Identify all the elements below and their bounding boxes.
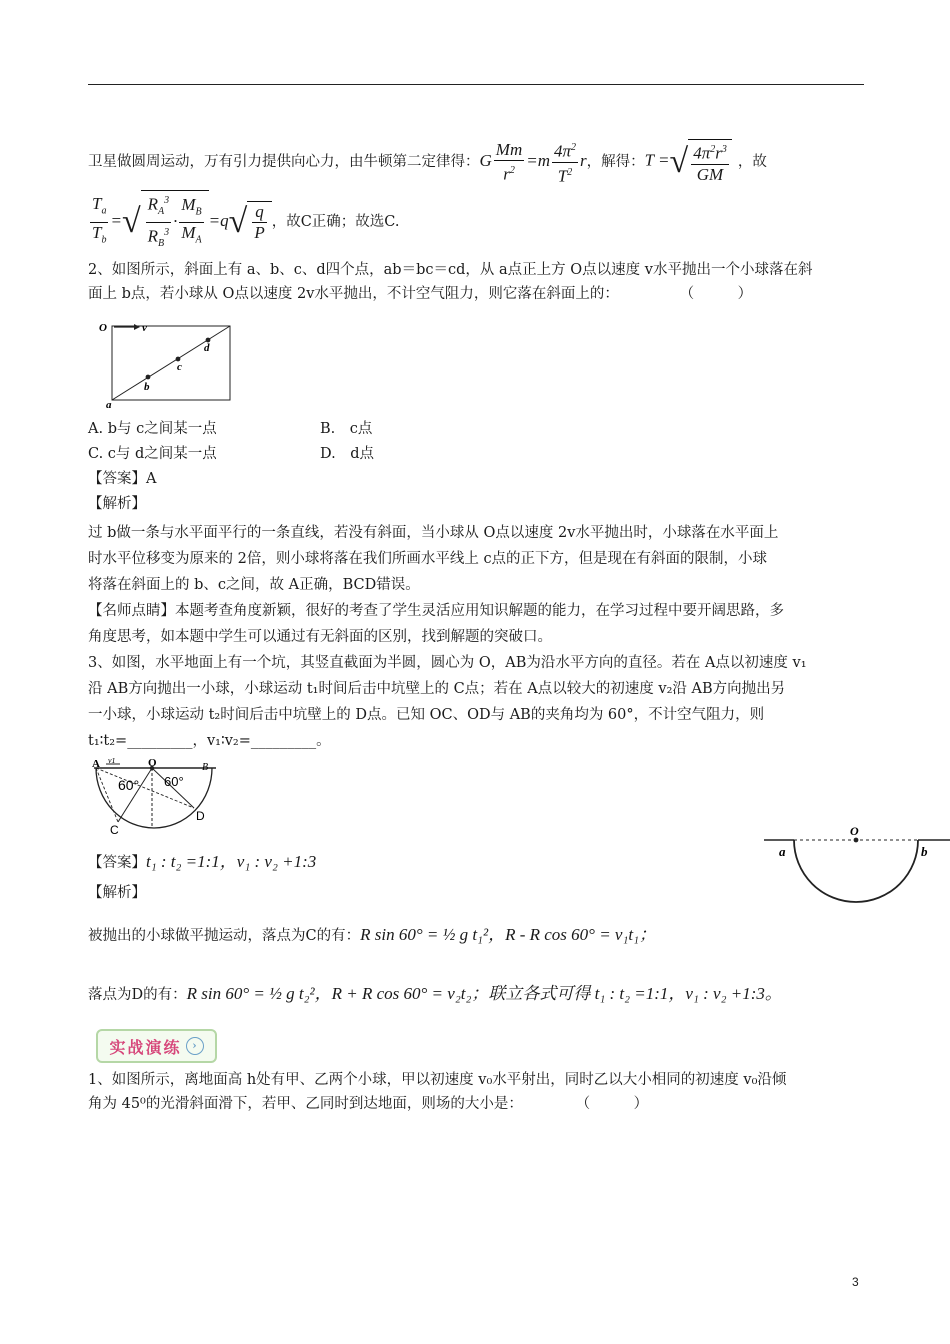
point-b [146, 375, 151, 380]
label-o: O [99, 322, 107, 334]
derivation-sep2: ，故 [737, 154, 767, 170]
practice-line-1: 1、如图所示，离地面高 h处有甲、乙两个小球，甲以初速度 v₀水平射出，同时乙以大小相同的初速度 v₀沿倾 [88, 1072, 787, 1088]
incline-figure [96, 318, 236, 410]
incline-slope [112, 326, 230, 400]
q3-line-1: 3、如图，水平地面上有一个坑，其竖直截面为半圆，圆心为 O，AB为沿水平方向的直径。若在 A点以初速度 v₁ [88, 655, 807, 671]
q2-line-1: 2、如图所示，斜面上有 a、b、c、d四个点，ab＝bc＝cd，从 a点正上方 O点以速度 v水平抛出一个小球落在斜 [88, 262, 813, 278]
q3-solve-d-prefix: 落点为D的有： [88, 987, 187, 1003]
period-equation: T =√ $\frac{4\pi^2r^3}{GM}$ [645, 139, 732, 185]
q3-analysis-title: 【解析】 [88, 885, 146, 901]
q2-bracket: （ ） [686, 286, 753, 302]
pit-label-d: D [196, 809, 205, 823]
q2-line-2 [88, 284, 752, 304]
q2-analysis-line-2: 时水平位移变为原来的 2倍，则小球将落在我们所画水平线上 c点的正下方，但是现在有斜面的限制，小球 [88, 551, 768, 567]
pit-label-a: A [92, 758, 100, 770]
q3-line-4: t₁∶t₂=_________，v₁∶v₂=_________。 [88, 733, 331, 749]
q2-tip-line-1: 【名师点睛】本题考查角度新颖，很好的考查了学生灵活应用知识解题的能力，在学习过程中要开阔思路，多 [88, 603, 784, 619]
label-c: c [177, 361, 182, 373]
q3-answer-prefix: 【答案】 [88, 855, 146, 871]
practice-line-2-text: 角为 45⁰的光滑斜面滑下，若甲、乙同时到达地面，则场的大小是： [88, 1096, 523, 1112]
q2-line-2-text: 面上 b点，若小球从 O点以速度 2v水平抛出，不计空气阻力，则它落在斜面上的： [88, 286, 619, 302]
velocity-arrowhead [134, 324, 140, 330]
pit-angle-right: 60° [164, 774, 184, 789]
pit-label-b: B [202, 762, 209, 773]
derivation-line-1 [88, 140, 767, 184]
gravity-equation: G $\frac{Mm}{r^2}$ =m $\frac{4\pi^2}{T^2}$ r [479, 139, 587, 186]
side-label-o: O [850, 824, 859, 838]
side-semicircle [794, 840, 918, 902]
q2-option-a: A. b与 c之间某一点 [88, 421, 217, 437]
pit-semicircle [96, 768, 212, 828]
derivation-sep1: ，解得： [586, 154, 645, 170]
header-rule [88, 84, 864, 85]
label-v: v [142, 322, 147, 334]
q3-line-2: 沿 AB方向抛出一小球，小球运动 t₁时间后击中坑壁上的 C点；若在 A点以较大的初速度 v₂沿 AB方向抛出另 [88, 681, 786, 697]
q2-answer: 【答案】A [88, 471, 157, 487]
q2-analysis-line-1: 过 b做一条与水平面平行的一条直线，若没有斜面，当小球从 O点以速度 2v水平抛出时，小球落在水平面上 [88, 525, 779, 541]
page-number: 3 [852, 1275, 859, 1289]
side-label-a: a [779, 844, 786, 859]
practice-line-2 [88, 1094, 648, 1114]
q3-solve-c-expr: R sin 60° = ½ g t₁²，R - R cos 60° = v₁t₁； [360, 925, 657, 944]
side-label-b: b [921, 844, 928, 859]
q3-solve-c [88, 925, 656, 946]
pit-label-v1: v1 [108, 758, 116, 765]
q3-line-3: 一小球，小球运动 t₂时间后击中坑壁上的 D点。已知 OC、OD与 AB的夹角均为 60°，不计空气阻力，则 [88, 707, 765, 723]
q2-tip-line-2: 角度思考，如本题中学生可以通过有无斜面的区别，找到解题的突破口。 [88, 629, 552, 645]
side-pit-figure [760, 822, 950, 922]
side-center [854, 838, 859, 843]
practice-bracket: （ ） [582, 1096, 649, 1112]
arrow-right-icon: › [186, 1037, 204, 1055]
q2-analysis-title: 【解析】 [88, 496, 146, 512]
q3-solve-d-expr: R sin 60° = ½ g t₂²，R + R cos 60° = v₂t₂；联立各式可得 t₁ : t₂ =1:1，v₁ : v₂ +1:3。 [186, 984, 782, 1003]
q2-option-d: D. d点 [320, 446, 374, 462]
derivation-intro: 卫星做圆周运动，万有引力提供向心力，由牛顿第二定律得： [88, 154, 480, 170]
q2-analysis-line-3: 将落在斜面上的 b、c之间，故 A正确，BCD错误。 [88, 577, 420, 593]
practice-badge [96, 1029, 217, 1063]
ratio-equation: $\frac{T_a}{T_b}$ =√ $\frac{R_A^3}{R_B^3}$ · $\frac{M_B}{M_A}$ =q√ $\frac{q}{P}$ [88, 190, 272, 254]
q3-answer [88, 852, 316, 873]
pit-figure [88, 758, 228, 840]
pit-label-o: O [148, 758, 157, 769]
pit-angle-left: 60° [118, 777, 140, 793]
q3-solve-c-prefix: 被抛出的小球做平抛运动，落点为C的有： [88, 928, 361, 944]
derivation-conclusion: ，故C正确；故选C. [271, 214, 400, 230]
q3-answer-expr: t₁ : t₂ =1:1，v₁ : v₂ +1:3 [146, 852, 317, 871]
pit-label-c: C [110, 823, 119, 837]
q3-solve-d [88, 984, 782, 1005]
q2-option-b: B. c点 [320, 421, 373, 437]
label-d: d [204, 342, 210, 354]
practice-badge-label: 实战演练 [109, 1037, 182, 1057]
q2-option-c: C. c与 d之间某一点 [88, 446, 217, 462]
derivation-line-2 [88, 196, 399, 248]
label-b: b [144, 381, 150, 393]
label-a: a [106, 399, 112, 410]
